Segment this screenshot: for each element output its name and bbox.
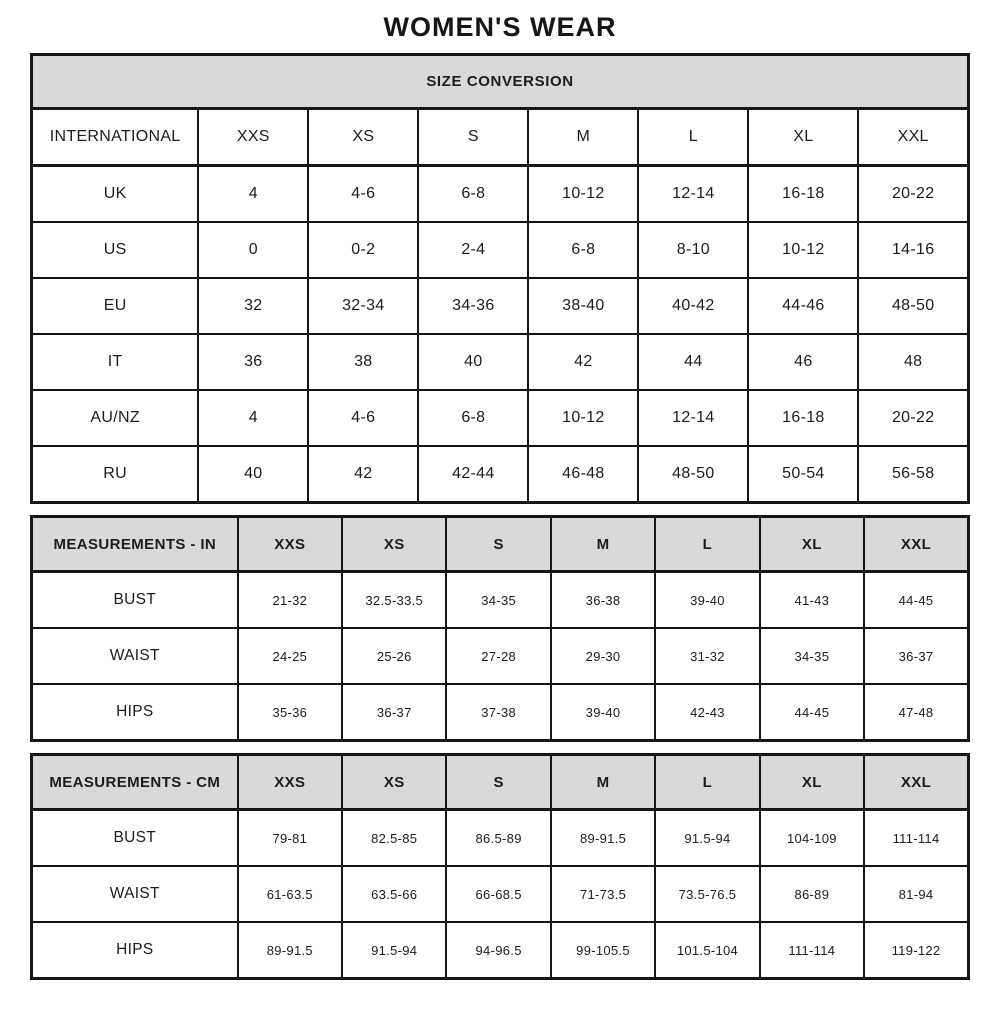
- value-cell: 20-22: [858, 166, 968, 223]
- table-row: [32, 334, 969, 390]
- column-header-cell: XXL: [858, 109, 968, 166]
- value-cell: 44-46: [748, 278, 858, 334]
- value-cell: 73.5-76.5: [655, 866, 759, 922]
- column-header-cell: S: [446, 517, 550, 572]
- value-cell: 48-50: [858, 278, 968, 334]
- value-cell: 44: [638, 334, 748, 390]
- value-cell: 82.5-85: [342, 810, 446, 867]
- value-cell: 36-37: [342, 684, 446, 741]
- table-row: [32, 572, 969, 629]
- value-cell: 111-114: [760, 922, 864, 979]
- value-cell: 34-36: [418, 278, 528, 334]
- value-cell: 48-50: [638, 446, 748, 503]
- value-cell: 81-94: [864, 866, 968, 922]
- column-header-cell: L: [655, 517, 759, 572]
- column-header-cell: XXS: [238, 517, 342, 572]
- table-title-banner: SIZE CONVERSION: [32, 55, 969, 109]
- row-label-cell: IT: [32, 334, 199, 390]
- table-row: [32, 628, 969, 684]
- value-cell: 36-37: [864, 628, 968, 684]
- value-cell: 47-48: [864, 684, 968, 741]
- column-header-cell: S: [446, 755, 550, 810]
- table-row: [32, 922, 969, 979]
- value-cell: 46-48: [528, 446, 638, 503]
- table-row: [32, 166, 969, 223]
- value-cell: 36: [198, 334, 308, 390]
- table-row: [32, 278, 969, 334]
- value-cell: 4: [198, 390, 308, 446]
- value-cell: 35-36: [238, 684, 342, 741]
- value-cell: 32-34: [308, 278, 418, 334]
- corner-header-cell: INTERNATIONAL: [32, 109, 199, 166]
- row-label-cell: AU/NZ: [32, 390, 199, 446]
- row-label-cell: UK: [32, 166, 199, 223]
- value-cell: 12-14: [638, 166, 748, 223]
- table-title-cell: MEASUREMENTS - IN: [32, 517, 238, 572]
- value-cell: 42: [308, 446, 418, 503]
- value-cell: 12-14: [638, 390, 748, 446]
- measurements-in-table: [30, 515, 970, 742]
- table-row: [32, 446, 969, 503]
- table-row: [32, 684, 969, 741]
- value-cell: 61-63.5: [238, 866, 342, 922]
- column-header-row: [32, 755, 969, 810]
- column-header-cell: XS: [342, 517, 446, 572]
- value-cell: 32: [198, 278, 308, 334]
- table-row: [32, 222, 969, 278]
- value-cell: 86-89: [760, 866, 864, 922]
- row-label-cell: BUST: [32, 572, 238, 629]
- value-cell: 89-91.5: [551, 810, 655, 867]
- measurements-cm-table-body: [32, 755, 969, 979]
- value-cell: 6-8: [418, 166, 528, 223]
- column-header-cell: XS: [342, 755, 446, 810]
- value-cell: 41-43: [760, 572, 864, 629]
- value-cell: 39-40: [551, 684, 655, 741]
- column-header-cell: XXS: [198, 109, 308, 166]
- measurements-cm-table: [30, 753, 970, 980]
- value-cell: 89-91.5: [238, 922, 342, 979]
- value-cell: 46: [748, 334, 858, 390]
- value-cell: 16-18: [748, 166, 858, 223]
- table-row: [32, 866, 969, 922]
- row-label-cell: HIPS: [32, 684, 238, 741]
- value-cell: 50-54: [748, 446, 858, 503]
- value-cell: 34-35: [446, 572, 550, 629]
- value-cell: 48: [858, 334, 968, 390]
- value-cell: 6-8: [528, 222, 638, 278]
- column-header-cell: XXL: [864, 517, 968, 572]
- value-cell: 38: [308, 334, 418, 390]
- value-cell: 94-96.5: [446, 922, 550, 979]
- size-conversion-table: [30, 53, 970, 504]
- table-row: [32, 390, 969, 446]
- value-cell: 24-25: [238, 628, 342, 684]
- value-cell: 6-8: [418, 390, 528, 446]
- value-cell: 79-81: [238, 810, 342, 867]
- value-cell: 21-32: [238, 572, 342, 629]
- value-cell: 42-43: [655, 684, 759, 741]
- value-cell: 39-40: [655, 572, 759, 629]
- column-header-row: [32, 109, 969, 166]
- value-cell: 4-6: [308, 166, 418, 223]
- value-cell: 40: [198, 446, 308, 503]
- value-cell: 8-10: [638, 222, 748, 278]
- value-cell: 4: [198, 166, 308, 223]
- column-header-cell: XL: [760, 755, 864, 810]
- value-cell: 56-58: [858, 446, 968, 503]
- column-header-cell: L: [638, 109, 748, 166]
- value-cell: 44-45: [760, 684, 864, 741]
- value-cell: 16-18: [748, 390, 858, 446]
- column-header-cell: L: [655, 755, 759, 810]
- value-cell: 10-12: [528, 166, 638, 223]
- value-cell: 99-105.5: [551, 922, 655, 979]
- value-cell: 42-44: [418, 446, 528, 503]
- value-cell: 40: [418, 334, 528, 390]
- column-header-cell: XS: [308, 109, 418, 166]
- value-cell: 27-28: [446, 628, 550, 684]
- column-header-cell: M: [528, 109, 638, 166]
- page-title: WOMEN'S WEAR: [383, 12, 617, 42]
- row-label-cell: RU: [32, 446, 199, 503]
- value-cell: 66-68.5: [446, 866, 550, 922]
- column-header-row: [32, 517, 969, 572]
- value-cell: 10-12: [528, 390, 638, 446]
- row-label-cell: BUST: [32, 810, 238, 867]
- value-cell: 20-22: [858, 390, 968, 446]
- value-cell: 0: [198, 222, 308, 278]
- value-cell: 86.5-89: [446, 810, 550, 867]
- measurements-in-table-body: [32, 517, 969, 741]
- column-header-cell: XXL: [864, 755, 968, 810]
- value-cell: 14-16: [858, 222, 968, 278]
- table-row: [32, 810, 969, 867]
- value-cell: 44-45: [864, 572, 968, 629]
- column-header-cell: M: [551, 517, 655, 572]
- value-cell: 91.5-94: [342, 922, 446, 979]
- value-cell: 42: [528, 334, 638, 390]
- row-label-cell: US: [32, 222, 199, 278]
- value-cell: 63.5-66: [342, 866, 446, 922]
- column-header-cell: S: [418, 109, 528, 166]
- row-label-cell: HIPS: [32, 922, 238, 979]
- value-cell: 0-2: [308, 222, 418, 278]
- value-cell: 111-114: [864, 810, 968, 867]
- size-conversion-table-body: [32, 55, 969, 503]
- column-header-cell: M: [551, 755, 655, 810]
- column-header-cell: XXS: [238, 755, 342, 810]
- value-cell: 4-6: [308, 390, 418, 446]
- value-cell: 32.5-33.5: [342, 572, 446, 629]
- value-cell: 104-109: [760, 810, 864, 867]
- value-cell: 36-38: [551, 572, 655, 629]
- value-cell: 40-42: [638, 278, 748, 334]
- value-cell: 2-4: [418, 222, 528, 278]
- table-title-cell: MEASUREMENTS - CM: [32, 755, 238, 810]
- row-label-cell: EU: [32, 278, 199, 334]
- value-cell: 101.5-104: [655, 922, 759, 979]
- value-cell: 91.5-94: [655, 810, 759, 867]
- table-banner-row: [32, 55, 969, 109]
- row-label-cell: WAIST: [32, 628, 238, 684]
- value-cell: 119-122: [864, 922, 968, 979]
- value-cell: 37-38: [446, 684, 550, 741]
- value-cell: 34-35: [760, 628, 864, 684]
- value-cell: 25-26: [342, 628, 446, 684]
- row-label-cell: WAIST: [32, 866, 238, 922]
- value-cell: 10-12: [748, 222, 858, 278]
- column-header-cell: XL: [760, 517, 864, 572]
- value-cell: 38-40: [528, 278, 638, 334]
- value-cell: 31-32: [655, 628, 759, 684]
- size-chart-page: [0, 12, 1000, 980]
- value-cell: 71-73.5: [551, 866, 655, 922]
- column-header-cell: XL: [748, 109, 858, 166]
- value-cell: 29-30: [551, 628, 655, 684]
